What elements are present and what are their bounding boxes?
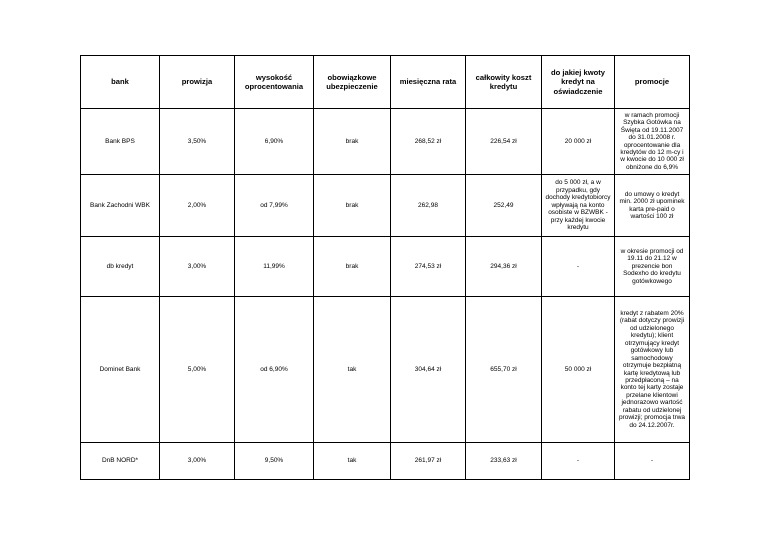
cell-koszt: 233,63 zł xyxy=(466,443,542,480)
cell-rata: 304,64 zł xyxy=(391,297,466,443)
header-prowizja: prowizja xyxy=(160,56,235,109)
cell-oprocentowanie: od 6,90% xyxy=(235,297,314,443)
cell-koszt: 226,54 zł xyxy=(466,109,542,175)
cell-ubezpieczenie: brak xyxy=(314,175,391,237)
cell-ubezpieczenie: brak xyxy=(314,109,391,175)
cell-oprocentowanie: od 7,99% xyxy=(235,175,314,237)
cell-promocje: kredyt z rabatem 20% (rabat dotyczy prowizji od udzielonego kredytu); klient otrzymujący kredyt gotówkowy lub samochodowy otrzymuje bezpłatną kartę kredytową lub przedpłaconą – na konto tej karty zostaje przelane klientowi jednorazowo wartość rabatu od udzielonej prowizji; promocja trwa do 24.12.2007r. xyxy=(615,297,690,443)
cell-rata: 268,52 zł xyxy=(391,109,466,175)
header-koszt: całkowity koszt kredytu xyxy=(466,56,542,109)
cell-oswiadczenie: - xyxy=(542,443,615,480)
cell-ubezpieczenie: tak xyxy=(314,297,391,443)
table-row xyxy=(81,443,690,480)
table-row xyxy=(81,297,690,443)
cell-koszt: 294,36 zł xyxy=(466,237,542,297)
cell-oprocentowanie: 9,50% xyxy=(235,443,314,480)
cell-oswiadczenie: 50 000 zł xyxy=(542,297,615,443)
cell-ubezpieczenie: tak xyxy=(314,443,391,480)
header-row xyxy=(81,56,690,109)
table-row xyxy=(81,175,690,237)
cell-rata: 274,53 zł xyxy=(391,237,466,297)
cell-oprocentowanie: 11,99% xyxy=(235,237,314,297)
header-oswiadczenie: do jakiej kwoty kredyt na oświadczenie xyxy=(542,56,615,109)
cell-promocje: do umowy o kredyt min. 2000 zł upominek karta pre-paid o wartości 100 zł xyxy=(615,175,690,237)
header-bank: bank xyxy=(81,56,160,109)
table-row xyxy=(81,237,690,297)
cell-koszt: 252,49 xyxy=(466,175,542,237)
cell-prowizja: 3,50% xyxy=(160,109,235,175)
table-row xyxy=(81,109,690,175)
header-oprocentowanie: wysokość oprocentowania xyxy=(235,56,314,109)
cell-ubezpieczenie: brak xyxy=(314,237,391,297)
cell-rata: 261,97 zł xyxy=(391,443,466,480)
loan-comparison-table xyxy=(80,55,690,480)
cell-bank: Dominet Bank xyxy=(81,297,160,443)
cell-oswiadczenie: - xyxy=(542,237,615,297)
cell-prowizja: 3,00% xyxy=(160,443,235,480)
cell-oswiadczenie: do 5 000 zł, a w przypadku, gdy dochody kredytobiorcy wpływają na konto osobiste w BZWBK - przy każdej kwocie kredytu xyxy=(542,175,615,237)
cell-prowizja: 5,00% xyxy=(160,297,235,443)
cell-bank: Bank Zachodni WBK xyxy=(81,175,160,237)
cell-koszt: 655,70 zł xyxy=(466,297,542,443)
cell-promocje: w ramach promocji Szybka Gotówka na Święta od 19.11.2007 do 31.01.2008 r. oprocentowanie dla kredytów do 12 m-cy i w kwocie do 10 000 zł obniżone do 6,9% xyxy=(615,109,690,175)
cell-promocje: w okresie promocji od 19.11 do 21.12 w prezencie bon Sodexho do kredytu gotówkowego xyxy=(615,237,690,297)
cell-rata: 262,98 xyxy=(391,175,466,237)
cell-bank: Bank BPS xyxy=(81,109,160,175)
cell-prowizja: 3,00% xyxy=(160,237,235,297)
header-ubezpieczenie: obowiązkowe ubezpieczenie xyxy=(314,56,391,109)
cell-bank: DnB NORD* xyxy=(81,443,160,480)
header-promocje: promocje xyxy=(615,56,690,109)
cell-oprocentowanie: 6,90% xyxy=(235,109,314,175)
cell-oswiadczenie: 20 000 zł xyxy=(542,109,615,175)
cell-promocje: - xyxy=(615,443,690,480)
cell-bank: db kredyt xyxy=(81,237,160,297)
cell-prowizja: 2,00% xyxy=(160,175,235,237)
header-rata: miesięczna rata xyxy=(391,56,466,109)
